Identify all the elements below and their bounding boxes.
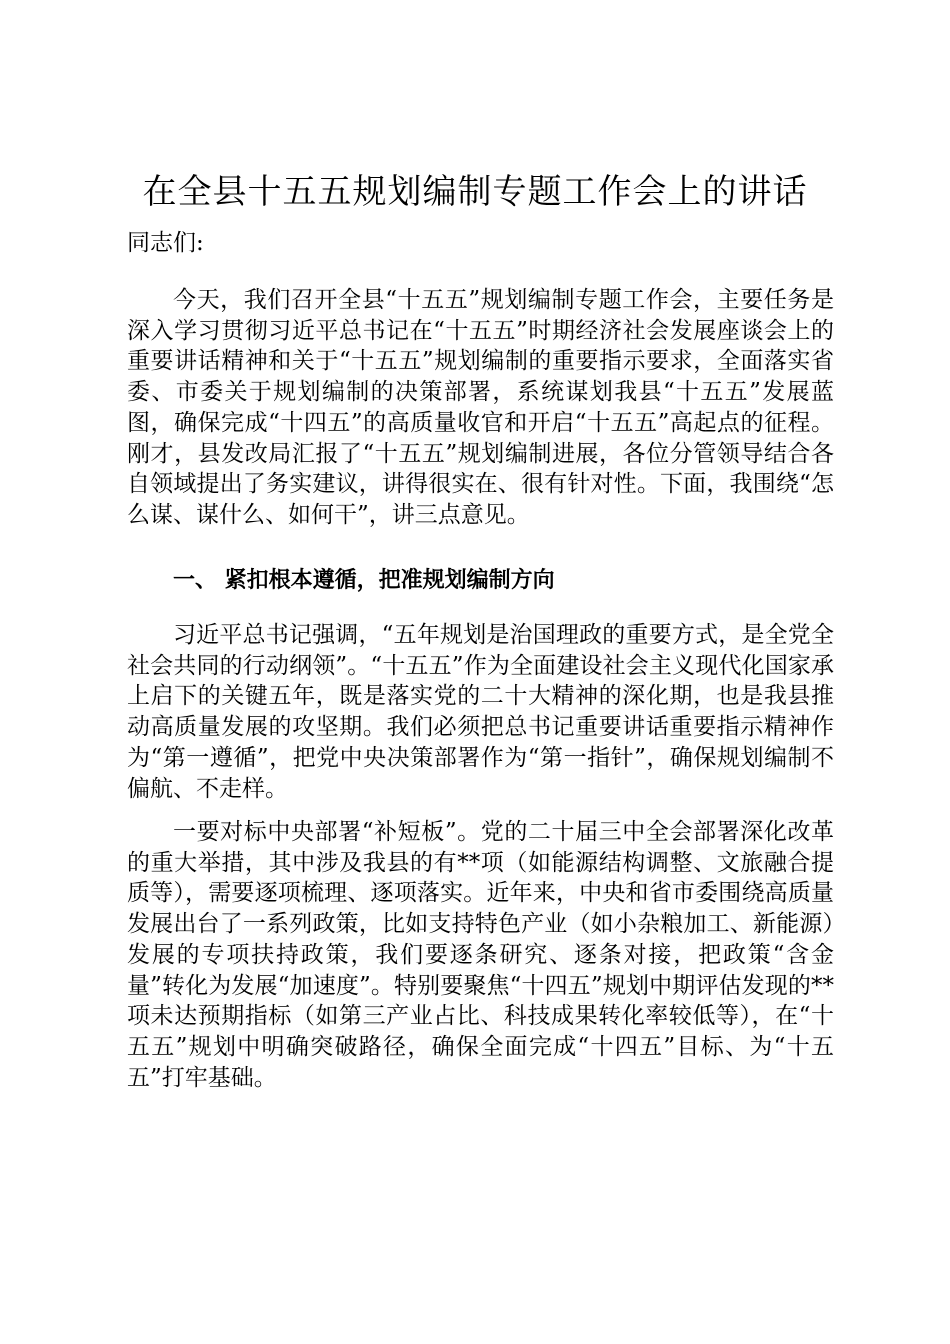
salutation: 同志们: (127, 230, 204, 256)
document-title: 在全县十五五规划编制专题工作会上的讲话 (142, 172, 808, 212)
paragraph-shortcomings: 一要对标中央部署“补短板”。党的二十届三中全会部署深化改革的重大举措，其中涉及我县的有**项（如能源结构调整、文旅融合提质等），需要逐项梳理、逐项落实。近年来，中央和省市委围绕高质量发展出台了一系列政策，比如支持特色产业（如小杂粮加工、新能源）发展的专项扶持政策，我们要逐条研究、逐条对接，把政策“含金量”转化为发展“加速度”。特别要聚焦“十四五”规划中期评估发现的**项未达预期指标（如第三产业占比、科技成果转化率较低等），在“十五五”规划中明确突破路径，确保全面完成“十四五”目标、为“十五五”打牢基础。 (127, 819, 834, 1091)
paragraph-intro: 今天，我们召开全县“十五五”规划编制专题工作会，主要任务是深入学习贯彻习近平总书记在“十五五”时期经济社会发展座谈会上的重要讲话精神和关于“十五五”规划编制的重要指示要求，全面落实省委、市委关于规划编制的决策部署，系统谋划我县“十五五”发展蓝图，确保完成“十四五”的高质量收官和开启“十五五”高起点的征程。刚才，县发改局汇报了“十五五”规划编制进展，各位分管领导结合各自领域提出了务实建议，讲得很实在、很有针对性。下面，我围绕“怎么谋、谋什么、如何干”，讲三点意见。 (127, 287, 834, 528)
section-heading: 一、 紧扣根本遵循，把准规划编制方向 (173, 568, 555, 593)
paragraph-guidance: 习近平总书记强调，“五年规划是治国理政的重要方式，是全党全社会共同的行动纲领”。“十五五”作为全面建设社会主义现代化国家承上启下的关键五年，既是落实党的二十大精神的深化期，也是我县推动高质量发展的攻坚期。我们必须把总书记重要讲话重要指示精神作为“第一遵循”，把党中央决策部署作为“第一指针”，确保规划编制不偏航、不走样。 (127, 622, 834, 802)
